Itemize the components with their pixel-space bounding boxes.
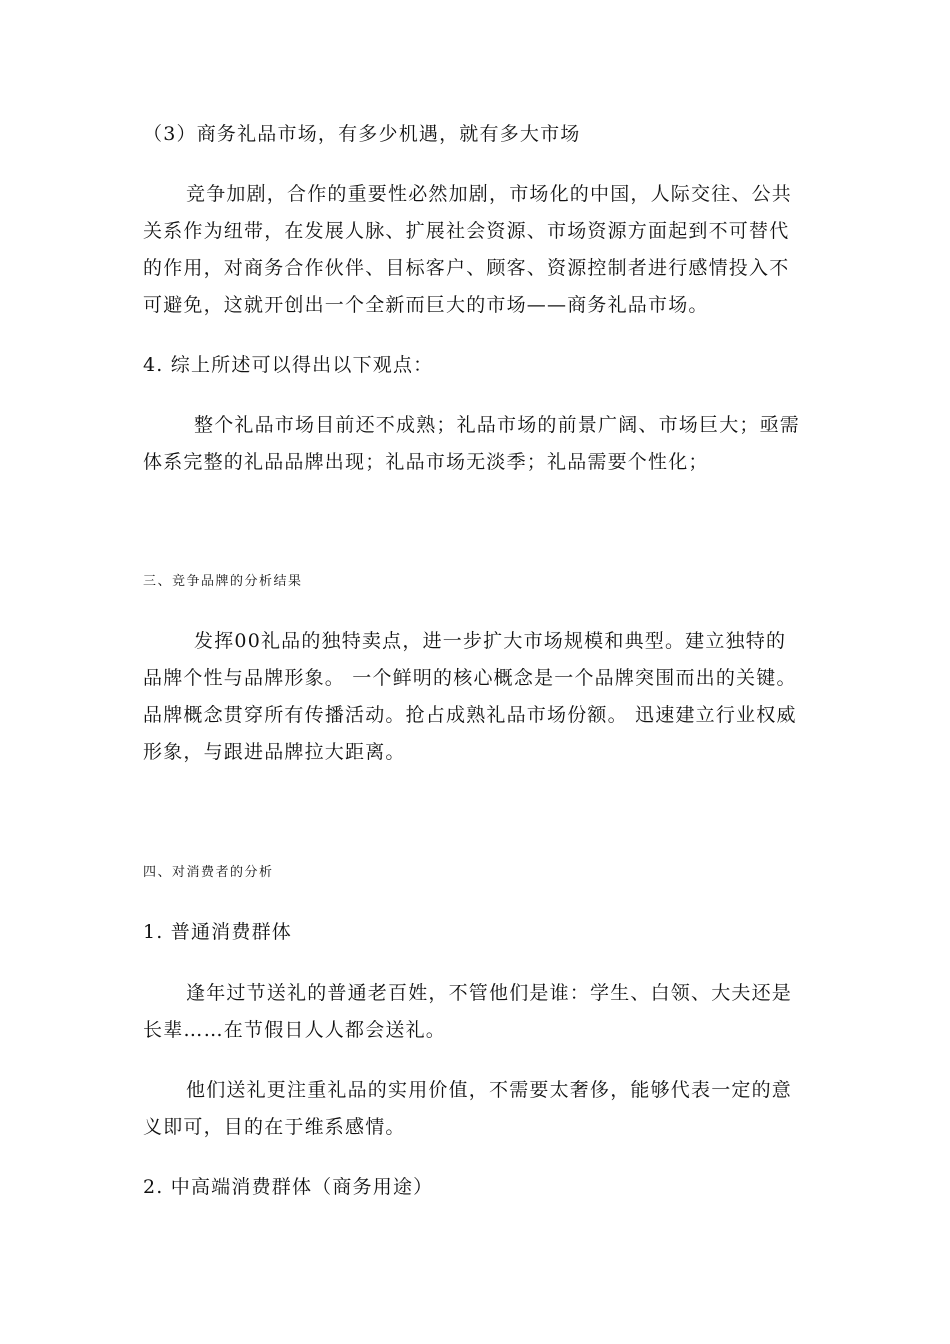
- paragraph-line: 关系作为纽带，在发展人脉、扩展社会资源、市场资源方面起到不可替代: [143, 220, 790, 242]
- paragraph-line: 整个礼品市场目前还不成熟；礼品市场的前景广阔、市场巨大；亟需: [194, 414, 801, 436]
- paragraph-line: 的作用，对商务合作伙伴、目标客户、顾客、资源控制者进行感情投入不: [143, 257, 790, 279]
- section-title-consumer-analysis: 四、对消费者的分析: [143, 865, 274, 880]
- heading-commercial-gift-market: （3）商务礼品市场，有多少机遇，就有多大市场: [143, 123, 581, 145]
- paragraph-line: 长辈……在节假日人人都会送礼。: [143, 1019, 447, 1041]
- section-title-competitor-analysis: 三、竞争品牌的分析结果: [143, 574, 303, 589]
- paragraph-line: 发挥00礼品的独特卖点，进一步扩大市场规模和典型。建立独特的: [194, 630, 787, 652]
- paragraph-line: 形象，与跟进品牌拉大距离。: [143, 741, 406, 763]
- subheading-ordinary-consumers: 1. 普通消费群体: [143, 921, 292, 943]
- paragraph-line: 逢年过节送礼的普通老百姓，不管他们是谁：学生、白领、大夫还是: [186, 982, 793, 1004]
- paragraph-line: 他们送礼更注重礼品的实用价值，不需要太奢侈，能够代表一定的意: [186, 1079, 793, 1101]
- subheading-mid-high-end-consumers: 2. 中高端消费群体（商务用途）: [143, 1176, 434, 1198]
- heading-summary-points: 4. 综上所述可以得出以下观点：: [143, 354, 434, 376]
- paragraph-line: 体系完整的礼品品牌出现；礼品市场无淡季；礼品需要个性化；: [143, 451, 709, 473]
- paragraph-line: 竞争加剧，合作的重要性必然加剧，市场化的中国，人际交往、公共: [186, 183, 793, 205]
- paragraph-line: 品牌个性与品牌形象。 一个鲜明的核心概念是一个品牌突围而出的关键。: [143, 667, 797, 689]
- paragraph-line: 可避免，这就开创出一个全新而巨大的市场——商务礼品市场。: [143, 294, 709, 316]
- paragraph-line: 义即可，目的在于维系感情。: [143, 1116, 406, 1138]
- paragraph-line: 品牌概念贯穿所有传播活动。抢占成熟礼品市场份额。 迅速建立行业权威: [143, 704, 797, 726]
